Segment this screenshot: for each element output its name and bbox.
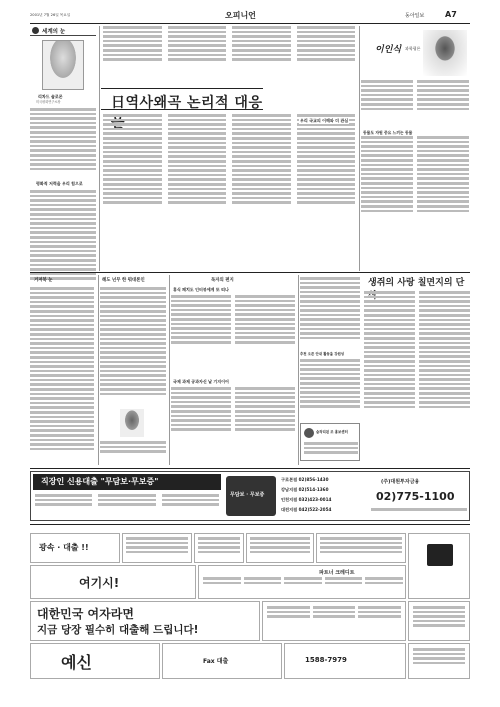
ad-cell-6[interactable] xyxy=(408,601,470,641)
lead-body xyxy=(103,114,355,269)
ad-yeshin[interactable] xyxy=(30,643,160,679)
author-title: 미국평화연구소장 xyxy=(36,100,61,104)
bottom-col-1 xyxy=(30,275,96,465)
ad-cell-3[interactable] xyxy=(194,533,244,563)
date-line: 2001년 7월 26일 목요일 xyxy=(30,13,71,17)
col-divider-1 xyxy=(99,26,100,271)
letter-2-body xyxy=(171,387,295,461)
right-body-1 xyxy=(361,80,469,124)
ad-cell-4[interactable] xyxy=(246,533,314,563)
loan-phone-3[interactable]: 인천지점 032)423-0014 xyxy=(281,497,332,502)
ad-phone-small[interactable] xyxy=(284,643,406,679)
ad-women[interactable] xyxy=(30,601,260,641)
ad-cell-2[interactable] xyxy=(122,533,192,563)
col-divider-5 xyxy=(298,275,299,465)
loan-phone-4[interactable]: 대전지점 042)522-2054 xyxy=(281,507,332,512)
lead-subhead: 우리 국교의 이해와 더 관심 xyxy=(300,118,349,123)
loan-grid xyxy=(35,494,219,520)
partner-label: 숨작리된 조 홍보센터 xyxy=(316,430,348,434)
loan-fine-print xyxy=(371,508,467,518)
column-body-1 xyxy=(30,108,96,178)
author-name: 리차드 솔로몬 xyxy=(38,94,63,99)
loan-phone-2[interactable]: 강남지점 02)514-1360 xyxy=(281,487,329,492)
letter-1-body xyxy=(171,295,295,375)
bottom-col-4 xyxy=(300,275,362,465)
right-author-name: 이인식 xyxy=(375,45,402,55)
partner-icon xyxy=(304,428,314,438)
ad-cell-women-right[interactable] xyxy=(262,601,406,641)
bottom-col-2-photo xyxy=(120,409,144,437)
ad-rule xyxy=(30,468,470,469)
bottom-col-2-body xyxy=(100,287,166,405)
right-body-2 xyxy=(361,136,469,254)
loan-label-box xyxy=(226,476,276,516)
ad-yeogisi[interactable] xyxy=(30,565,196,599)
lead-story xyxy=(101,26,358,271)
paper-name: 동아일보 xyxy=(405,13,425,19)
ad-phone-small-text[interactable]: 1588-7979 xyxy=(305,656,347,664)
letter-1-headline: 휴식 패치도 인터뷰에게 또 떠나 xyxy=(173,287,229,292)
lead-headline-box xyxy=(101,88,263,110)
loan-label: 무담보 · 무보증 xyxy=(230,492,265,498)
ad-fax-text: Fax 대출 xyxy=(203,658,229,665)
ad-gwangju[interactable] xyxy=(30,533,120,563)
ad-women-line-1: 대한민국 여자라면 xyxy=(37,607,134,621)
col-divider-4 xyxy=(169,275,170,465)
ad-fax[interactable] xyxy=(162,643,282,679)
right-headline: 생쥐의 사랑 칠면지의 단 xyxy=(368,278,465,288)
partner-box xyxy=(300,423,360,461)
bottom-col-2 xyxy=(100,275,168,465)
right-author-photo xyxy=(423,30,467,76)
lead-top-body xyxy=(103,26,355,86)
ad-partner-credit-text: 파트너 크레디트 xyxy=(319,570,355,576)
col-divider-3 xyxy=(98,275,99,465)
section-title: 오피니언 xyxy=(225,10,256,20)
right-bottom-body xyxy=(364,291,470,463)
right-author-role: 과학평론 xyxy=(405,46,421,51)
ad-partner-credit[interactable] xyxy=(198,565,406,599)
ad-cell-7[interactable] xyxy=(408,643,470,679)
bottom-col-3-title: 독자의 편지 xyxy=(211,278,234,283)
kicker-label: 세계의 눈 xyxy=(42,29,66,35)
column-world-eye xyxy=(30,26,98,296)
ad-partner-grid xyxy=(203,577,403,599)
ad-women-line-2: 지금 당장 필수히 대출해 드립니다! xyxy=(37,624,199,636)
bottom-col-4-body-2 xyxy=(300,359,360,419)
kicker-box xyxy=(30,26,96,36)
loan-phone-1[interactable]: 구로본점 02)856-1430 xyxy=(281,477,329,482)
bottom-col-4-body-1 xyxy=(300,277,360,349)
partner-body xyxy=(304,442,358,460)
bottom-col-1-title: 거저북 눈 xyxy=(34,278,53,283)
column-subhead: 평화적 저력을 우리 힘으로 xyxy=(36,181,83,186)
ad-gwangju-text: 광속 · 대출 !! xyxy=(39,543,89,552)
ad-yeshin-text: 예신 xyxy=(61,653,92,672)
classified-grid xyxy=(30,524,470,679)
bottom-col-2-title: 해도 넌무 한 뭐대론인 xyxy=(102,278,145,283)
loan-phones xyxy=(281,475,365,519)
loan-ad[interactable] xyxy=(30,471,470,521)
small-notice-title: 추천 오픈 안내 활동을 강원성 xyxy=(300,352,345,356)
kicker-icon xyxy=(32,27,39,34)
ad-cell-5[interactable] xyxy=(316,533,406,563)
lead-headline: 日역사왜곡 논리적 대응 xyxy=(111,95,263,111)
ad-dh[interactable] xyxy=(408,533,470,599)
ad-yeogisi-text: 여기시! xyxy=(79,576,120,590)
loan-phone-main[interactable]: 02)775-1100 xyxy=(376,490,455,503)
masthead xyxy=(30,10,470,22)
loan-banner-text: 직장인 신용대출 "무담보·무보증" xyxy=(41,477,159,486)
right-subhead: 동물도 자원 중요 느끼는 동물 xyxy=(363,130,413,135)
col-divider-2 xyxy=(359,26,360,271)
dh-logo-icon xyxy=(427,544,453,566)
bottom-col-2-tail xyxy=(100,441,166,463)
header-rule xyxy=(30,23,470,24)
right-bottom xyxy=(364,275,470,465)
loan-company: (주)대원투자금융 xyxy=(381,479,420,485)
mid-rule xyxy=(30,272,470,273)
letter-2-headline: 국제 과제 공과자신 날 기지이어 xyxy=(173,379,229,384)
author-photo xyxy=(42,40,84,90)
bottom-col-3 xyxy=(171,275,297,465)
right-column xyxy=(361,26,471,271)
page-number: A7 xyxy=(445,10,457,19)
bottom-col-1-body xyxy=(30,287,94,463)
